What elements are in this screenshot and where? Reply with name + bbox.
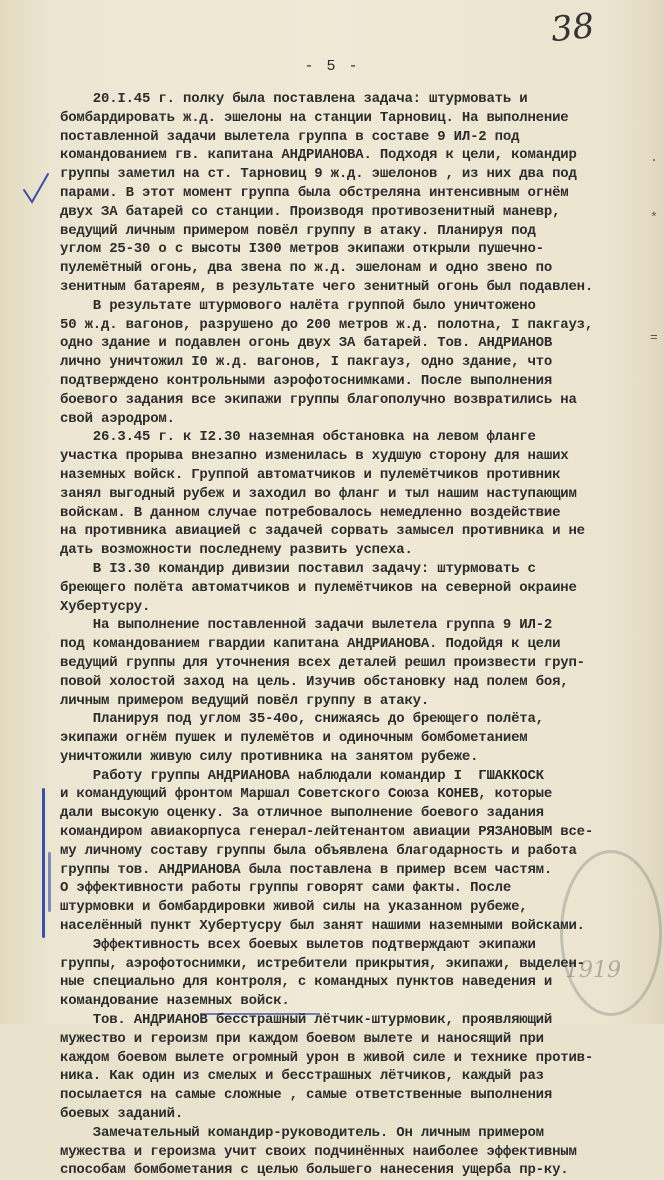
text-line: повой холостой заход на цель. Изучив обстановку над полем боя,	[60, 673, 569, 690]
text-line: на противника авиацией с задачей сорвать замысел противника и не	[60, 523, 585, 540]
text-line: ведущий личным примером повёл группу в атаку. Планируя под	[60, 222, 536, 239]
text-line: группы заметил на ст. Тарновиц 9 ж.д. эшелонов , из них два под	[60, 166, 577, 183]
text-line: бомбардировать ж.д. эшелоны на станции Тарновиц. На выполнение	[60, 109, 569, 126]
text-line: каждом боевом вылете огромный урон в живой силе и технике против-	[60, 1049, 594, 1066]
page-number: - 5 -	[304, 58, 360, 75]
margin-line-annotation	[42, 788, 45, 938]
text-line: мужества и героизма учит своих подчинённых наиболее эффективным	[60, 1143, 577, 1160]
text-line: Эффективность всех боевых вылетов подтверждают экипажи	[60, 936, 536, 953]
margin-tick-2: *	[650, 210, 658, 225]
text-line: лично уничтожил I0 ж.д. вагонов, I пакгауз, одно здание, что	[60, 354, 553, 371]
text-line: Тов. АНДРИАНОВ бесстрашный лётчик-штурмовик, проявляющий	[60, 1012, 553, 1029]
text-line: личным примером ведущий повёл группу в атаку.	[60, 692, 430, 709]
text-line: Работу группы АНДРИАНОВА наблюдали командир I ГШАККОСК	[60, 767, 544, 784]
text-line: группы, аэрофотоснимки, истребители прикрытия, экипажи, выделен-	[60, 955, 585, 972]
text-line: ника. Как один из смелых и бесстрашных лётчиков, каждый раз	[60, 1068, 544, 1085]
margin-line-annotation-2	[48, 852, 51, 912]
text-line: Замечательный командир-руководитель. Он личным примером	[60, 1124, 544, 1141]
text-line: углом 25-30 о с высоты I300 метров экипажи открыли пушечно-	[60, 241, 544, 258]
text-line: пулемётный огонь, два звена по ж.д. эшелонам и одно звено по	[60, 260, 553, 277]
text-line: занял выгодный рубеж и заходил во фланг и тыл нашим наступающим	[60, 485, 577, 502]
text-line: участка прорыва внезапно изменилась в худшую сторону для наших	[60, 448, 569, 465]
text-line: ные специально для контроля, с командных пунктов наведения и	[60, 974, 553, 991]
text-line: В результате штурмового налёта группой было уничтожено	[60, 297, 536, 314]
text-line: двух ЗА батарей со станции. Производя противозенитный маневр,	[60, 203, 561, 220]
text-line: мужество и героизм при каждом боевом вылете и наносящий при	[60, 1030, 544, 1047]
text-line: командование наземных войск.	[60, 993, 290, 1010]
margin-tick-3: =	[650, 330, 658, 345]
text-line: парами. В этот момент группа была обстреляна интенсивным огнём	[60, 184, 569, 201]
document-body	[60, 90, 656, 1180]
text-line: группы тов. АНДРИАНОВА была поставлена в пример всем частям.	[60, 861, 553, 878]
text-line: свой аэродром.	[60, 410, 175, 427]
text-line: подтверждено контрольными аэрофотоснимками. После выполнения	[60, 372, 553, 389]
text-line: В I3.30 командир дивизии поставил задачу: штурмовать с	[60, 560, 536, 577]
text-line: одно здание и подавлен огонь двух ЗА батарей. Тов. АНДРИАНОВ	[60, 335, 553, 352]
text-line: О эффективности работы группы говорят сами факты. После	[60, 880, 512, 897]
text-line: му личному составу группы была объявлена благодарность и работа	[60, 842, 577, 859]
text-line: экипажи огнём пушек и пулемётов и одиночным бомбометанием	[60, 730, 528, 747]
text-line: боевых заданий.	[60, 1106, 184, 1123]
text-line: командиром авиакорпуса генерал-лейтенантом авиации РЯЗАНОВЫМ все-	[60, 824, 594, 841]
text-line: боевого задания все экипажи группы благополучно возвратились на	[60, 391, 577, 408]
text-line: наземных войск. Группой автоматчиков и пулемётчиков противник	[60, 466, 561, 483]
text-line: зенитным батареям, в результате чего зенитный огонь был подавлен.	[60, 278, 594, 295]
text-line: населённый пункт Хубертусру был занят нашими наземными войсками.	[60, 918, 585, 935]
text-line: посылается на самые сложные , самые ответственные выполнения	[60, 1087, 553, 1104]
margin-tick: .	[650, 150, 658, 165]
text-line: поставленной задачи вылетела группа в составе 9 ИЛ-2 под	[60, 128, 520, 145]
text-line: 26.3.45 г. к I2.30 наземная обстановка на левом фланге	[60, 429, 536, 446]
text-line: дать возможности последнему развить успеха.	[60, 542, 413, 559]
text-line: Планируя под углом 35-40о, снижаясь до бреющего полёта,	[60, 711, 544, 728]
text-line: ведущий группы для уточнения всех деталей решил произвести груп-	[60, 654, 585, 671]
text-line: и командующий фронтом Маршал Советского Союза КОНЕВ, которые	[60, 786, 553, 803]
text-line: На выполнение поставленной задачи вылетела группа 9 ИЛ-2	[60, 617, 553, 634]
text-line: командованием гв. капитана АНДРИАНОВА. Подходя к цели, командир	[60, 147, 577, 164]
text-line: дали высокую оценку. За отличное выполнение боевого задания	[60, 805, 544, 822]
text-line: войскам. В данном случае потребовалось немедленно воздействие	[60, 504, 561, 521]
text-line: штурмовки и бомбардировки живой силы на указанном рубеже,	[60, 899, 528, 916]
archive-stamp-year: 1919	[565, 958, 621, 983]
text-line: уничтожили живую силу противника на занятом рубеже.	[60, 748, 479, 765]
checkmark-annotation-icon	[20, 170, 50, 210]
text-line: способам бомбометания с целью большего нанесения ущерба пр-ку.	[60, 1162, 569, 1179]
text-line: Хубертусру.	[60, 598, 151, 615]
text-line: бреющего полёта автоматчиков и пулемётчиков на северной окраине	[60, 579, 577, 596]
folio-number: 38	[548, 5, 596, 51]
text-line: 50 ж.д. вагонов, разрушено до 200 метров ж.д. полотна, I пакгауз,	[60, 316, 594, 333]
text-line: 20.I.45 г. полку была поставлена задача: штурмовать и	[60, 91, 528, 107]
text-line: под командованием гвардии капитана АНДРИАНОВА. Подойдя к цели	[60, 636, 561, 653]
